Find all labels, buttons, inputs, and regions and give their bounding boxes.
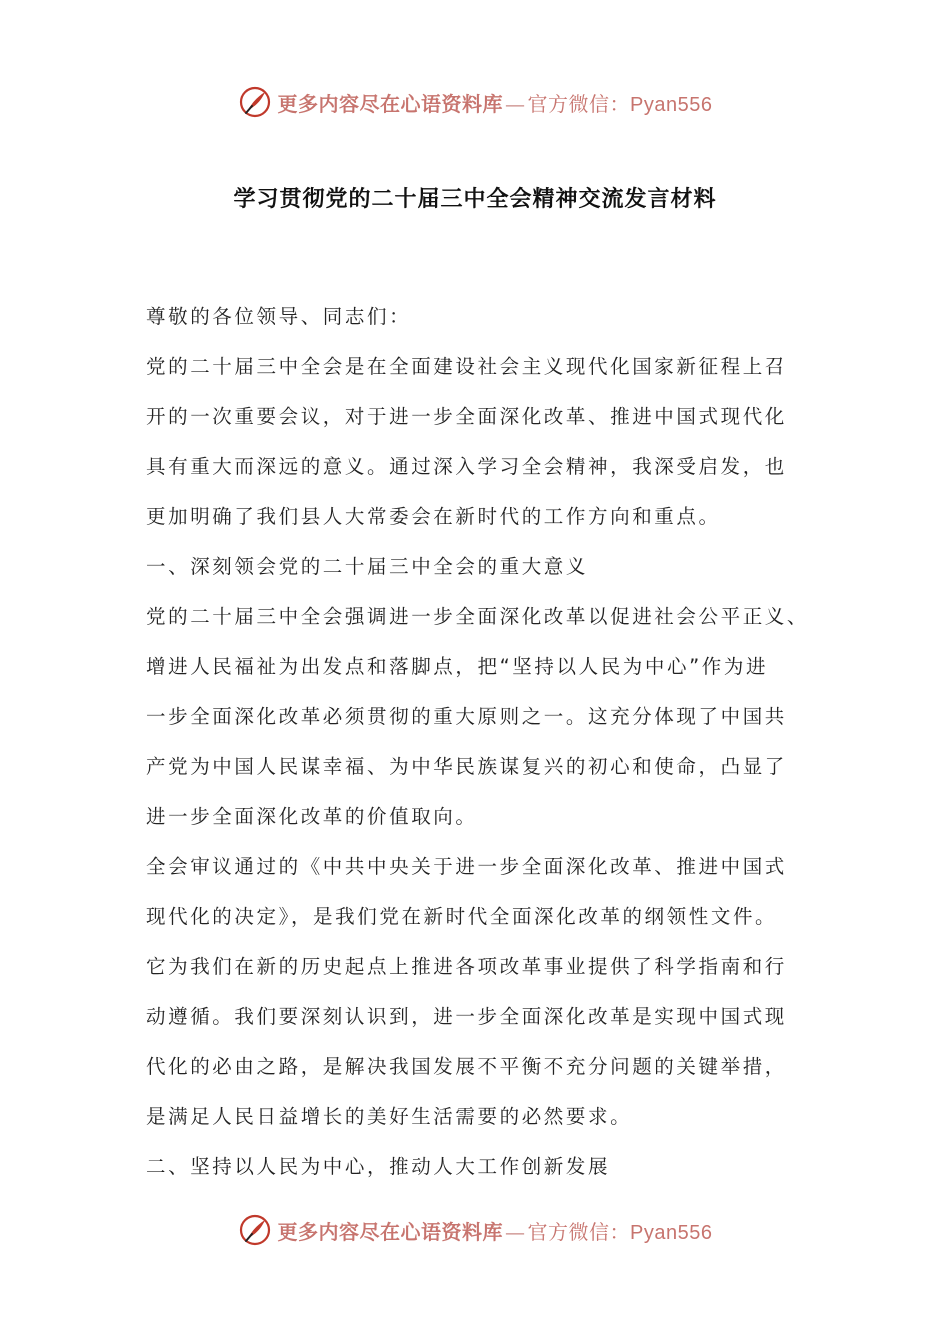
body-line: 代化的必由之路，是解决我国发展不平衡不充分问题的关键举措，	[146, 1055, 787, 1078]
footer-watermark-banner	[0, 1210, 950, 1250]
body-line: 党的二十届三中全会是在全面建设社会主义现代化国家新征程上召	[146, 355, 787, 378]
body-line: 开的一次重要会议，对于进一步全面深化改革、推进中国式现代化	[146, 405, 787, 428]
banner-separator: —	[505, 1219, 526, 1244]
section-heading: 一、深刻领会党的二十届三中全会的重大意义	[146, 555, 589, 578]
body-line: 党的二十届三中全会强调进一步全面深化改革以促进社会公平正义、	[146, 605, 810, 628]
header-watermark-banner	[0, 82, 950, 122]
document-body	[146, 292, 816, 1192]
wechat-id: Pyan556	[630, 1221, 713, 1244]
body-line: 尊敬的各位领导、同志们：	[146, 305, 412, 328]
body-line: 现代化的决定》，是我们党在新时代全面深化改革的纲领性文件。	[146, 905, 778, 928]
banner-separator: —	[505, 91, 526, 116]
body-line: 是满足人民日益增长的美好生活需要的必然要求。	[146, 1105, 633, 1128]
quill-logo-icon	[238, 85, 272, 119]
footer-banner-text	[278, 1216, 713, 1245]
document-title: 学习贯彻党的二十届三中全会精神交流发言材料	[233, 187, 717, 212]
body-line: 产党为中国人民谋幸福、为中华民族谋复兴的初心和使命，凸显了	[146, 755, 787, 778]
header-banner-text	[278, 88, 713, 117]
quill-logo-icon	[238, 1213, 272, 1247]
body-line: 进一步全面深化改革的价值取向。	[146, 805, 478, 828]
body-line: 具有重大而深远的意义。通过深入学习全会精神，我深受启发，也	[146, 455, 787, 478]
body-line: 它为我们在新的历史起点上推进各项改革事业提供了科学指南和行	[146, 955, 787, 978]
body-line: 动遵循。我们要深刻认识到，进一步全面深化改革是实现中国式现	[146, 1005, 787, 1028]
wechat-label: 官方微信：	[527, 1219, 631, 1244]
body-line: 全会审议通过的《中共中央关于进一步全面深化改革、推进中国式	[146, 855, 787, 878]
brand-text: 更多内容尽在心语资料库	[277, 91, 504, 116]
body-line: 增进人民福祉为出发点和落脚点，把“坚持以人民为中心”作为进	[146, 655, 769, 678]
wechat-id: Pyan556	[630, 93, 713, 116]
brand-text: 更多内容尽在心语资料库	[277, 1219, 504, 1244]
section-heading: 二、坚持以人民为中心，推动人大工作创新发展	[146, 1155, 611, 1178]
wechat-label: 官方微信：	[527, 91, 631, 116]
body-line: 一步全面深化改革必须贯彻的重大原则之一。这充分体现了中国共	[146, 705, 787, 728]
body-line: 更加明确了我们县人大常委会在新时代的工作方向和重点。	[146, 505, 721, 528]
